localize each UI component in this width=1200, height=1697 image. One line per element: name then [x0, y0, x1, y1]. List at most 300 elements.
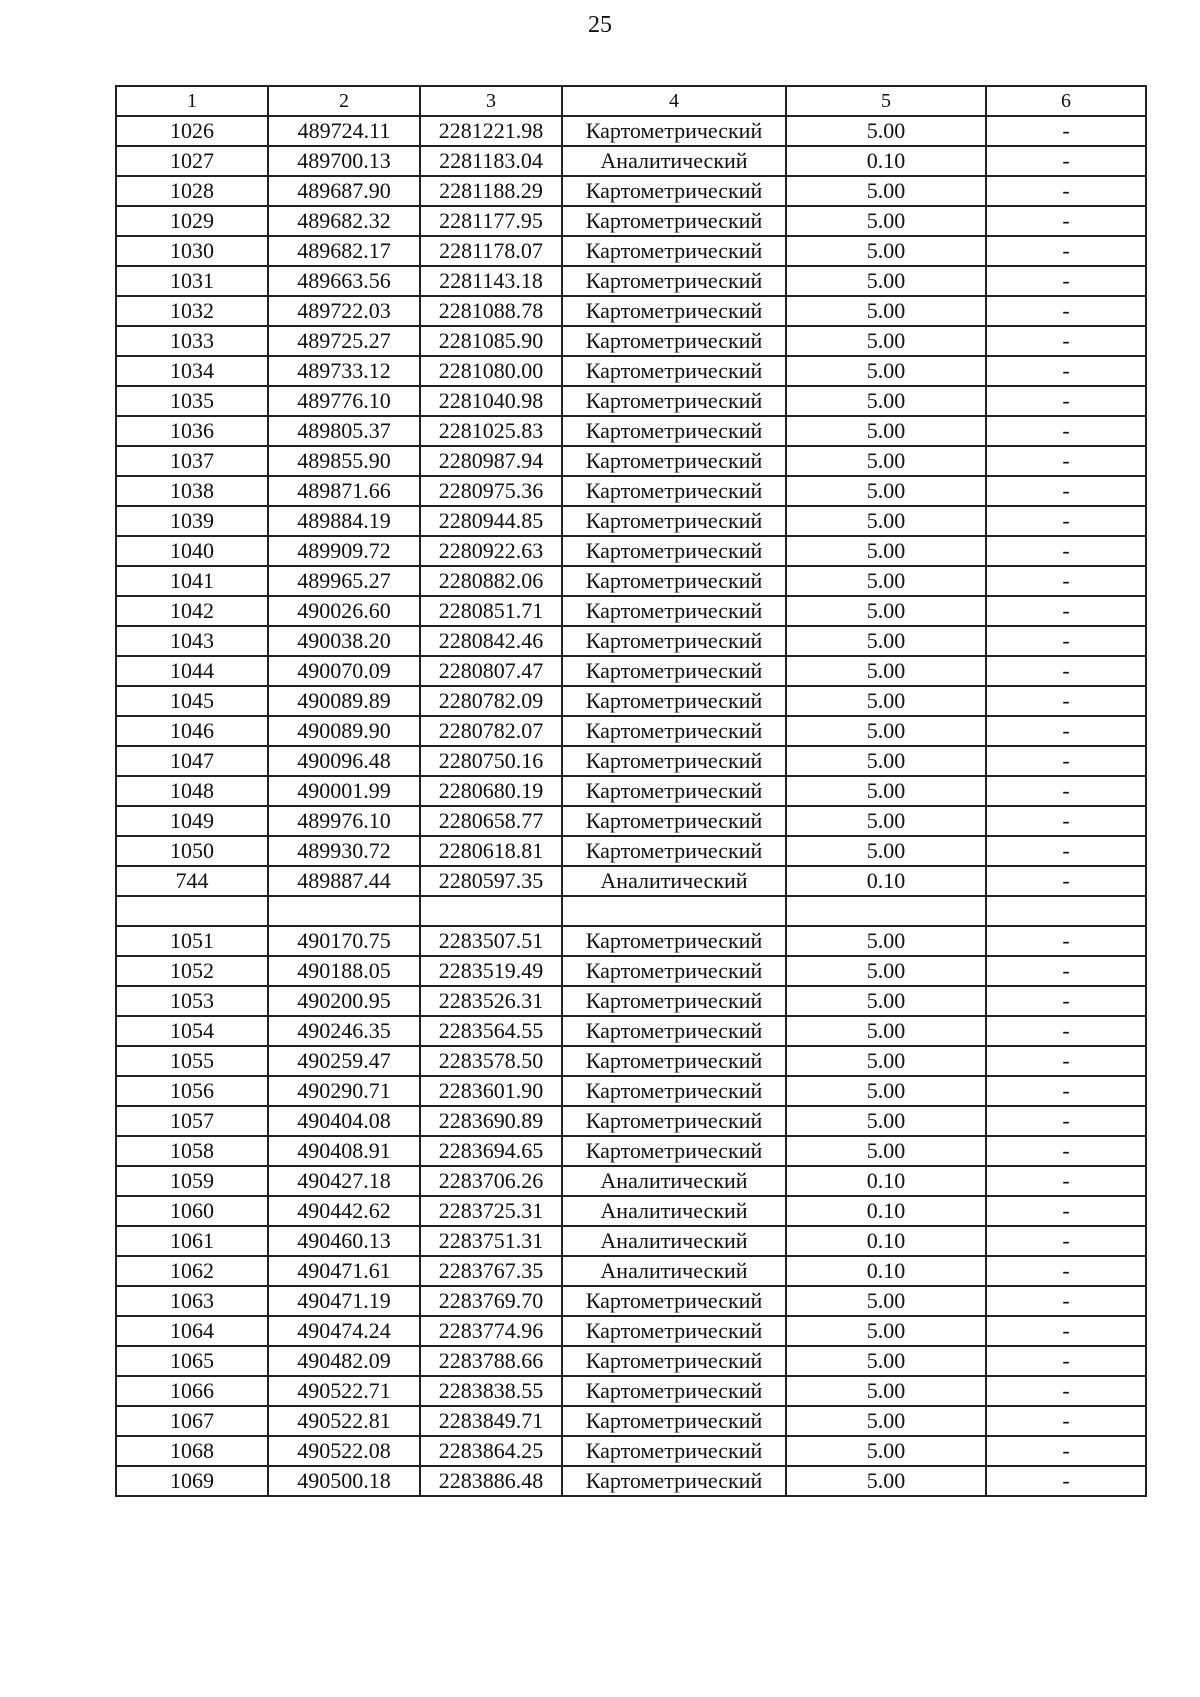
- note-cell: -: [986, 1406, 1146, 1436]
- method-cell: Картометрический: [562, 536, 786, 566]
- note-cell: -: [986, 1376, 1146, 1406]
- point-number-cell: 1068: [116, 1436, 268, 1466]
- table-row: [116, 1376, 1146, 1406]
- table-row: [116, 176, 1146, 206]
- method-cell: Картометрический: [562, 416, 786, 446]
- note-cell: -: [986, 236, 1146, 266]
- x-coordinate-cell: 490038.20: [268, 626, 420, 656]
- accuracy-cell: 5.00: [786, 386, 986, 416]
- note-cell: -: [986, 1166, 1146, 1196]
- table-row: [116, 326, 1146, 356]
- accuracy-cell: 5.00: [786, 1106, 986, 1136]
- note-cell: -: [986, 866, 1146, 896]
- note-cell: -: [986, 746, 1146, 776]
- table-row: [116, 506, 1146, 536]
- method-cell: Картометрический: [562, 1136, 786, 1166]
- accuracy-cell: 5.00: [786, 656, 986, 686]
- x-coordinate-cell: 490522.08: [268, 1436, 420, 1466]
- table-row: [116, 1196, 1146, 1226]
- x-coordinate-cell: 490460.13: [268, 1226, 420, 1256]
- table-header: [116, 86, 1146, 116]
- x-coordinate-cell: 490259.47: [268, 1046, 420, 1076]
- method-cell: Картометрический: [562, 356, 786, 386]
- accuracy-cell: 5.00: [786, 506, 986, 536]
- note-cell: -: [986, 1226, 1146, 1256]
- x-coordinate-cell: 489871.66: [268, 476, 420, 506]
- table-row: [116, 716, 1146, 746]
- method-cell: Картометрический: [562, 1436, 786, 1466]
- point-number-cell: 1053: [116, 986, 268, 1016]
- accuracy-cell: 5.00: [786, 626, 986, 656]
- table-row: [116, 806, 1146, 836]
- accuracy-cell: 5.00: [786, 1466, 986, 1496]
- method-cell: Картометрический: [562, 1076, 786, 1106]
- point-number-cell: 1043: [116, 626, 268, 656]
- y-coordinate-cell: 2283694.65: [420, 1136, 562, 1166]
- x-coordinate-cell: 490200.95: [268, 986, 420, 1016]
- note-cell: -: [986, 146, 1146, 176]
- point-number-cell: 1027: [116, 146, 268, 176]
- accuracy-cell: 5.00: [786, 986, 986, 1016]
- accuracy-cell: 5.00: [786, 536, 986, 566]
- y-coordinate-cell: 2281040.98: [420, 386, 562, 416]
- table-row: [116, 1286, 1146, 1316]
- accuracy-cell: 5.00: [786, 326, 986, 356]
- note-cell: -: [986, 266, 1146, 296]
- method-cell: Картометрический: [562, 1016, 786, 1046]
- table-row: [116, 746, 1146, 776]
- method-cell: Картометрический: [562, 206, 786, 236]
- x-coordinate-cell: 490070.09: [268, 656, 420, 686]
- x-coordinate-cell: 490089.89: [268, 686, 420, 716]
- accuracy-cell: 5.00: [786, 806, 986, 836]
- y-coordinate-cell: 2283526.31: [420, 986, 562, 1016]
- x-coordinate-cell: 490096.48: [268, 746, 420, 776]
- y-coordinate-cell: 2283507.51: [420, 926, 562, 956]
- accuracy-cell: 5.00: [786, 1016, 986, 1046]
- x-coordinate-cell: 490089.90: [268, 716, 420, 746]
- table-row: [116, 956, 1146, 986]
- point-number-cell: 1044: [116, 656, 268, 686]
- method-cell: Картометрический: [562, 176, 786, 206]
- point-number-cell: 1032: [116, 296, 268, 326]
- note-cell: -: [986, 356, 1146, 386]
- point-number-cell: 1037: [116, 446, 268, 476]
- accuracy-cell: 5.00: [786, 956, 986, 986]
- point-number-cell: 1059: [116, 1166, 268, 1196]
- y-coordinate-cell: 2280807.47: [420, 656, 562, 686]
- table-row: [116, 1436, 1146, 1466]
- method-cell: Картометрический: [562, 506, 786, 536]
- accuracy-cell: 0.10: [786, 146, 986, 176]
- point-number-cell: 1054: [116, 1016, 268, 1046]
- table-row: [116, 596, 1146, 626]
- y-coordinate-cell: 2281188.29: [420, 176, 562, 206]
- x-coordinate-cell: 489722.03: [268, 296, 420, 326]
- table-row: [116, 266, 1146, 296]
- method-cell: Аналитический: [562, 1166, 786, 1196]
- note-cell: -: [986, 1046, 1146, 1076]
- accuracy-cell: 5.00: [786, 446, 986, 476]
- point-number-cell: 1046: [116, 716, 268, 746]
- point-number-cell: 1057: [116, 1106, 268, 1136]
- y-coordinate-cell: 2281080.00: [420, 356, 562, 386]
- table-row: [116, 1406, 1146, 1436]
- y-coordinate-cell: 2283578.50: [420, 1046, 562, 1076]
- method-cell: Картометрический: [562, 476, 786, 506]
- y-coordinate-cell: 2281183.04: [420, 146, 562, 176]
- point-number-cell: 1028: [116, 176, 268, 206]
- y-coordinate-cell: 2281143.18: [420, 266, 562, 296]
- note-cell: -: [986, 566, 1146, 596]
- accuracy-cell: 5.00: [786, 1346, 986, 1376]
- y-coordinate-cell: 2280842.46: [420, 626, 562, 656]
- method-cell: Картометрический: [562, 686, 786, 716]
- accuracy-cell: 5.00: [786, 746, 986, 776]
- table-row: [116, 476, 1146, 506]
- x-coordinate-cell: 490471.19: [268, 1286, 420, 1316]
- note-cell: -: [986, 716, 1146, 746]
- column-header-6: 6: [986, 86, 1146, 116]
- table-row: [116, 1316, 1146, 1346]
- method-cell: Картометрический: [562, 1466, 786, 1496]
- y-coordinate-cell: 2281085.90: [420, 326, 562, 356]
- accuracy-cell: 5.00: [786, 1316, 986, 1346]
- point-number-cell: 1051: [116, 926, 268, 956]
- accuracy-cell: 5.00: [786, 1406, 986, 1436]
- method-cell: Картометрический: [562, 596, 786, 626]
- x-coordinate-cell: 489682.32: [268, 206, 420, 236]
- table-row: [116, 146, 1146, 176]
- table-row: [116, 356, 1146, 386]
- accuracy-cell: 5.00: [786, 1046, 986, 1076]
- accuracy-cell: 5.00: [786, 236, 986, 266]
- accuracy-cell: 0.10: [786, 1226, 986, 1256]
- table-row: [116, 236, 1146, 266]
- table-row: [116, 896, 1146, 926]
- table-row: [116, 1106, 1146, 1136]
- y-coordinate-cell: 2283767.35: [420, 1256, 562, 1286]
- method-cell: Картометрический: [562, 776, 786, 806]
- x-coordinate-cell: 489855.90: [268, 446, 420, 476]
- point-number-cell: 1033: [116, 326, 268, 356]
- y-coordinate-cell: 2280597.35: [420, 866, 562, 896]
- point-number-cell: 1030: [116, 236, 268, 266]
- y-coordinate-cell: 2281177.95: [420, 206, 562, 236]
- table-row: [116, 386, 1146, 416]
- accuracy-cell: 5.00: [786, 926, 986, 956]
- y-coordinate-cell: 2283864.25: [420, 1436, 562, 1466]
- x-coordinate-cell: 490482.09: [268, 1346, 420, 1376]
- x-coordinate-cell: 489663.56: [268, 266, 420, 296]
- table-row: [116, 1046, 1146, 1076]
- y-coordinate-cell: 2283849.71: [420, 1406, 562, 1436]
- note-cell: [986, 896, 1146, 926]
- method-cell: Картометрический: [562, 926, 786, 956]
- y-coordinate-cell: 2283769.70: [420, 1286, 562, 1316]
- table-row: [116, 626, 1146, 656]
- method-cell: Картометрический: [562, 296, 786, 326]
- table-row: [116, 1346, 1146, 1376]
- method-cell: Картометрический: [562, 806, 786, 836]
- table-row: [116, 1226, 1146, 1256]
- y-coordinate-cell: 2281025.83: [420, 416, 562, 446]
- table-row: [116, 1256, 1146, 1286]
- method-cell: Картометрический: [562, 236, 786, 266]
- accuracy-cell: 5.00: [786, 686, 986, 716]
- point-number-cell: 1052: [116, 956, 268, 986]
- method-cell: Аналитический: [562, 1256, 786, 1286]
- point-number-cell: 1048: [116, 776, 268, 806]
- y-coordinate-cell: 2283788.66: [420, 1346, 562, 1376]
- note-cell: -: [986, 1106, 1146, 1136]
- note-cell: -: [986, 1076, 1146, 1106]
- point-number-cell: 1031: [116, 266, 268, 296]
- method-cell: Картометрический: [562, 716, 786, 746]
- method-cell: Аналитический: [562, 1226, 786, 1256]
- point-number-cell: 1066: [116, 1376, 268, 1406]
- point-number-cell: 1063: [116, 1286, 268, 1316]
- note-cell: -: [986, 176, 1146, 206]
- y-coordinate-cell: 2283886.48: [420, 1466, 562, 1496]
- method-cell: Картометрический: [562, 626, 786, 656]
- note-cell: -: [986, 476, 1146, 506]
- table-row: [116, 1466, 1146, 1496]
- method-cell: Картометрический: [562, 1376, 786, 1406]
- accuracy-cell: 0.10: [786, 1196, 986, 1226]
- accuracy-cell: 5.00: [786, 296, 986, 326]
- y-coordinate-cell: 2283601.90: [420, 1076, 562, 1106]
- x-coordinate-cell: 489965.27: [268, 566, 420, 596]
- note-cell: -: [986, 1316, 1146, 1346]
- point-number-cell: 1039: [116, 506, 268, 536]
- x-coordinate-cell: 490471.61: [268, 1256, 420, 1286]
- y-coordinate-cell: 2281178.07: [420, 236, 562, 266]
- column-header-1: 1: [116, 86, 268, 116]
- method-cell: Картометрический: [562, 326, 786, 356]
- page-number: 25: [588, 12, 612, 38]
- note-cell: -: [986, 326, 1146, 356]
- accuracy-cell: 5.00: [786, 566, 986, 596]
- x-coordinate-cell: 490404.08: [268, 1106, 420, 1136]
- x-coordinate-cell: 490442.62: [268, 1196, 420, 1226]
- table-row: [116, 1016, 1146, 1046]
- table-row: [116, 686, 1146, 716]
- point-number-cell: [116, 896, 268, 926]
- note-cell: -: [986, 836, 1146, 866]
- note-cell: -: [986, 596, 1146, 626]
- method-cell: Картометрический: [562, 386, 786, 416]
- x-coordinate-cell: 489724.11: [268, 116, 420, 146]
- y-coordinate-cell: 2283564.55: [420, 1016, 562, 1046]
- method-cell: Картометрический: [562, 986, 786, 1016]
- method-cell: Картометрический: [562, 1046, 786, 1076]
- y-coordinate-cell: 2283519.49: [420, 956, 562, 986]
- point-number-cell: 1042: [116, 596, 268, 626]
- y-coordinate-cell: 2283725.31: [420, 1196, 562, 1226]
- note-cell: -: [986, 956, 1146, 986]
- method-cell: Картометрический: [562, 746, 786, 776]
- accuracy-cell: 5.00: [786, 1286, 986, 1316]
- x-coordinate-cell: 490001.99: [268, 776, 420, 806]
- point-number-cell: 1045: [116, 686, 268, 716]
- table-row: [116, 116, 1146, 146]
- y-coordinate-cell: 2283838.55: [420, 1376, 562, 1406]
- method-cell: Картометрический: [562, 1346, 786, 1376]
- note-cell: -: [986, 1256, 1146, 1286]
- method-cell: Картометрический: [562, 446, 786, 476]
- accuracy-cell: 5.00: [786, 596, 986, 626]
- note-cell: -: [986, 626, 1146, 656]
- point-number-cell: 744: [116, 866, 268, 896]
- x-coordinate-cell: 489687.90: [268, 176, 420, 206]
- accuracy-cell: 5.00: [786, 416, 986, 446]
- note-cell: -: [986, 1286, 1146, 1316]
- table-row: [116, 866, 1146, 896]
- y-coordinate-cell: 2280680.19: [420, 776, 562, 806]
- y-coordinate-cell: 2283774.96: [420, 1316, 562, 1346]
- note-cell: -: [986, 776, 1146, 806]
- table-row: [116, 416, 1146, 446]
- table-row: [116, 1166, 1146, 1196]
- y-coordinate-cell: [420, 896, 562, 926]
- x-coordinate-cell: 490474.24: [268, 1316, 420, 1346]
- y-coordinate-cell: 2280782.07: [420, 716, 562, 746]
- point-number-cell: 1061: [116, 1226, 268, 1256]
- point-number-cell: 1035: [116, 386, 268, 416]
- x-coordinate-cell: 490522.81: [268, 1406, 420, 1436]
- column-header-5: 5: [786, 86, 986, 116]
- method-cell: Картометрический: [562, 266, 786, 296]
- point-number-cell: 1038: [116, 476, 268, 506]
- method-cell: Картометрический: [562, 1286, 786, 1316]
- point-number-cell: 1034: [116, 356, 268, 386]
- table-row: [116, 926, 1146, 956]
- accuracy-cell: 5.00: [786, 1436, 986, 1466]
- y-coordinate-cell: 2283751.31: [420, 1226, 562, 1256]
- note-cell: -: [986, 656, 1146, 686]
- method-cell: Картометрический: [562, 836, 786, 866]
- note-cell: -: [986, 446, 1146, 476]
- point-number-cell: 1036: [116, 416, 268, 446]
- point-number-cell: 1065: [116, 1346, 268, 1376]
- note-cell: -: [986, 506, 1146, 536]
- note-cell: -: [986, 296, 1146, 326]
- x-coordinate-cell: 489733.12: [268, 356, 420, 386]
- table-row: [116, 776, 1146, 806]
- table-row: [116, 296, 1146, 326]
- note-cell: -: [986, 1466, 1146, 1496]
- x-coordinate-cell: 490522.71: [268, 1376, 420, 1406]
- table-row: [116, 566, 1146, 596]
- method-cell: Картометрический: [562, 566, 786, 596]
- point-number-cell: 1041: [116, 566, 268, 596]
- point-number-cell: 1067: [116, 1406, 268, 1436]
- note-cell: -: [986, 386, 1146, 416]
- point-number-cell: 1064: [116, 1316, 268, 1346]
- column-header-3: 3: [420, 86, 562, 116]
- note-cell: -: [986, 206, 1146, 236]
- x-coordinate-cell: 490290.71: [268, 1076, 420, 1106]
- accuracy-cell: 5.00: [786, 206, 986, 236]
- note-cell: -: [986, 1346, 1146, 1376]
- column-header-2: 2: [268, 86, 420, 116]
- accuracy-cell: 5.00: [786, 716, 986, 746]
- x-coordinate-cell: 490427.18: [268, 1166, 420, 1196]
- point-number-cell: 1050: [116, 836, 268, 866]
- table-row: [116, 446, 1146, 476]
- note-cell: -: [986, 416, 1146, 446]
- point-number-cell: 1026: [116, 116, 268, 146]
- table-row: [116, 986, 1146, 1016]
- note-cell: -: [986, 1016, 1146, 1046]
- accuracy-cell: 5.00: [786, 1376, 986, 1406]
- table-row: [116, 1136, 1146, 1166]
- accuracy-cell: 5.00: [786, 1076, 986, 1106]
- y-coordinate-cell: 2280944.85: [420, 506, 562, 536]
- point-number-cell: 1055: [116, 1046, 268, 1076]
- x-coordinate-cell: 490408.91: [268, 1136, 420, 1166]
- x-coordinate-cell: 489682.17: [268, 236, 420, 266]
- method-cell: Аналитический: [562, 866, 786, 896]
- accuracy-cell: 5.00: [786, 776, 986, 806]
- y-coordinate-cell: 2280882.06: [420, 566, 562, 596]
- accuracy-cell: 0.10: [786, 866, 986, 896]
- x-coordinate-cell: 489887.44: [268, 866, 420, 896]
- x-coordinate-cell: 490026.60: [268, 596, 420, 626]
- table-body: [116, 116, 1146, 1496]
- point-number-cell: 1056: [116, 1076, 268, 1106]
- method-cell: Картометрический: [562, 1316, 786, 1346]
- x-coordinate-cell: 490246.35: [268, 1016, 420, 1046]
- accuracy-cell: 5.00: [786, 836, 986, 866]
- table-row: [116, 656, 1146, 686]
- y-coordinate-cell: 2280851.71: [420, 596, 562, 626]
- method-cell: [562, 896, 786, 926]
- x-coordinate-cell: 489700.13: [268, 146, 420, 176]
- note-cell: -: [986, 926, 1146, 956]
- x-coordinate-cell: 489805.37: [268, 416, 420, 446]
- y-coordinate-cell: 2280975.36: [420, 476, 562, 506]
- accuracy-cell: 5.00: [786, 176, 986, 206]
- point-number-cell: 1049: [116, 806, 268, 836]
- y-coordinate-cell: 2280658.77: [420, 806, 562, 836]
- point-number-cell: 1062: [116, 1256, 268, 1286]
- method-cell: Аналитический: [562, 146, 786, 176]
- note-cell: -: [986, 806, 1146, 836]
- accuracy-cell: 5.00: [786, 116, 986, 146]
- point-number-cell: 1060: [116, 1196, 268, 1226]
- x-coordinate-cell: 489909.72: [268, 536, 420, 566]
- accuracy-cell: 5.00: [786, 1136, 986, 1166]
- accuracy-cell: 0.10: [786, 1166, 986, 1196]
- x-coordinate-cell: 490170.75: [268, 926, 420, 956]
- y-coordinate-cell: 2283690.89: [420, 1106, 562, 1136]
- y-coordinate-cell: 2280618.81: [420, 836, 562, 866]
- note-cell: -: [986, 986, 1146, 1016]
- point-number-cell: 1040: [116, 536, 268, 566]
- x-coordinate-cell: [268, 896, 420, 926]
- y-coordinate-cell: 2280782.09: [420, 686, 562, 716]
- x-coordinate-cell: 489930.72: [268, 836, 420, 866]
- accuracy-cell: 5.00: [786, 356, 986, 386]
- y-coordinate-cell: 2283706.26: [420, 1166, 562, 1196]
- accuracy-cell: [786, 896, 986, 926]
- method-cell: Картометрический: [562, 1106, 786, 1136]
- point-number-cell: 1029: [116, 206, 268, 236]
- note-cell: -: [986, 1196, 1146, 1226]
- note-cell: -: [986, 1436, 1146, 1466]
